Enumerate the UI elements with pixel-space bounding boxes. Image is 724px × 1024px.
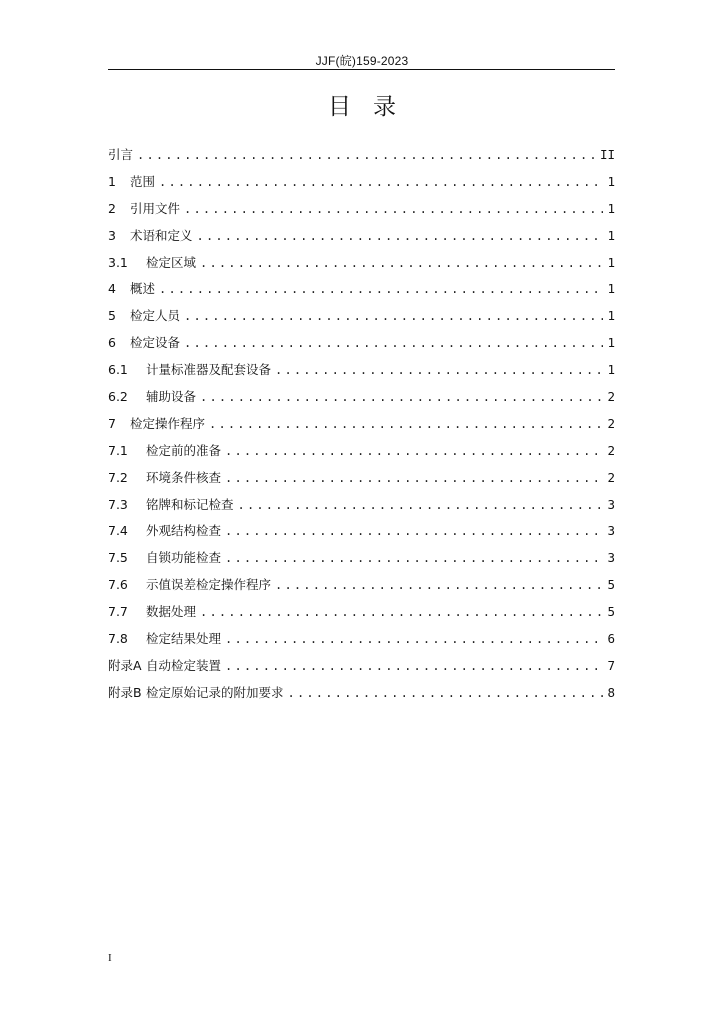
toc-dot-leader [225, 551, 603, 565]
toc-dot-leader [209, 417, 603, 431]
toc-entry-label: 引言 [108, 147, 134, 162]
toc-entry[interactable] [108, 575, 615, 602]
toc-entry-page: 1 [607, 227, 615, 243]
toc-entry[interactable] [108, 495, 615, 522]
toc-dot-leader [288, 686, 603, 700]
toc-entry-label: 概述 [130, 281, 156, 297]
toc-entry-page: 5 [607, 604, 615, 620]
toc-entry-label: 术语和定义 [130, 227, 193, 243]
toc-entry[interactable] [108, 333, 615, 360]
header-divider [108, 69, 615, 70]
toc-entry-label: 示值误差检定操作程序 [146, 577, 272, 593]
toc-entry[interactable] [108, 683, 615, 710]
toc-entry[interactable] [108, 199, 615, 226]
toc-entry-label: 自动检定装置 [146, 657, 222, 673]
toc-entry-page: 2 [607, 389, 615, 405]
toc-entry[interactable] [108, 306, 615, 333]
toc-entry-page: 1 [607, 308, 615, 324]
toc-entry-label: 检定前的准备 [146, 442, 222, 458]
toc-entry[interactable] [108, 172, 615, 199]
toc-entry-number: 6.1 [108, 362, 128, 378]
toc-entry-label: 自锁功能检查 [146, 550, 222, 566]
toc-entry-number: 7.8 [108, 631, 128, 647]
toc-dot-leader [184, 202, 603, 216]
toc-entry[interactable] [108, 468, 615, 495]
toc-entry-number: 3.1 [108, 254, 128, 270]
toc-entry-number: 2 [108, 200, 116, 216]
toc-entry-number: 附录B [108, 684, 142, 700]
toc-entry-page: 2 [607, 415, 615, 431]
toc-entry[interactable] [108, 279, 615, 306]
toc-dot-leader [159, 175, 603, 189]
toc-dot-leader [200, 605, 603, 619]
toc-dot-leader [184, 309, 603, 323]
toc-dot-leader [225, 444, 603, 458]
toc-dot-leader [225, 659, 603, 673]
toc-entry[interactable] [108, 414, 615, 441]
toc-dot-leader [225, 632, 603, 646]
toc-entry-page: 3 [607, 550, 615, 566]
toc-dot-leader [225, 471, 603, 485]
toc-entry-page: 1 [607, 362, 615, 378]
toc-dot-leader [238, 498, 603, 512]
toc-entry[interactable] [108, 629, 615, 656]
toc-entry-number: 6.2 [108, 389, 128, 405]
toc-entry-label: 环境条件核查 [146, 469, 222, 485]
toc-entry[interactable] [108, 521, 615, 548]
toc-entry-page: 1 [607, 173, 615, 189]
toc-entry-number: 7 [108, 415, 116, 431]
toc-entry-label: 计量标准器及配套设备 [146, 362, 272, 378]
page-title: 目录 [328, 94, 418, 120]
toc-entry-number: 3 [108, 227, 116, 243]
toc-entry-label: 检定原始记录的附加要求 [146, 684, 284, 700]
toc-entry[interactable] [108, 253, 615, 280]
toc-dot-leader [275, 578, 603, 592]
toc-entry-number: 7.7 [108, 604, 128, 620]
toc-dot-leader [200, 256, 603, 270]
toc-entry[interactable] [108, 145, 615, 172]
toc-dot-leader [275, 363, 603, 377]
toc-dot-leader [200, 390, 603, 404]
toc-entry[interactable] [108, 656, 615, 683]
toc-entry[interactable] [108, 548, 615, 575]
toc-entry-page: 3 [607, 496, 615, 512]
toc-entry-page: II [599, 147, 615, 162]
toc-entry-number: 1 [108, 173, 116, 189]
toc-entry-page: 5 [607, 577, 615, 593]
toc-entry-label: 检定人员 [130, 308, 181, 324]
toc-entry[interactable] [108, 441, 615, 468]
page-number-mark: I [108, 952, 112, 964]
toc-entry-number: 7.5 [108, 550, 128, 566]
toc-entry-number: 7.3 [108, 496, 128, 512]
toc-entry-label: 辅助设备 [146, 389, 197, 405]
toc-dot-leader [184, 336, 603, 350]
toc-entry-page: 1 [607, 335, 615, 351]
toc-entry-number: 4 [108, 281, 116, 297]
toc-entry-number: 6 [108, 335, 116, 351]
toc-entry-number: 7.2 [108, 469, 128, 485]
toc-entry-number: 7.4 [108, 523, 128, 539]
toc-entry[interactable] [108, 387, 615, 414]
toc-entry-page: 1 [607, 254, 615, 270]
toc-dot-leader [225, 524, 603, 538]
toc-entry-label: 检定设备 [130, 335, 181, 351]
toc-entry-number: 附录A [108, 657, 142, 673]
toc-entry-label: 外观结构检查 [146, 523, 222, 539]
toc-dot-leader [137, 148, 596, 162]
toc-entry-page: 6 [607, 631, 615, 647]
toc-entry[interactable] [108, 360, 615, 387]
toc-entry-label: 检定结果处理 [146, 631, 222, 647]
toc-entry-page: 8 [607, 684, 615, 700]
toc-entry-label: 数据处理 [146, 604, 197, 620]
toc-entry-label: 范围 [130, 173, 156, 189]
table-of-contents [108, 145, 615, 710]
toc-entry-page: 2 [607, 469, 615, 485]
toc-entry-page: 7 [607, 657, 615, 673]
toc-entry-page: 3 [607, 523, 615, 539]
toc-dot-leader [159, 282, 603, 296]
toc-entry-label: 引用文件 [130, 200, 181, 216]
toc-dot-leader [197, 229, 603, 243]
toc-entry-number: 7.6 [108, 577, 128, 593]
toc-entry-page: 1 [607, 281, 615, 297]
document-header-code: JJF(皖)159-2023 [315, 54, 409, 68]
toc-entry-label: 检定操作程序 [130, 415, 206, 431]
toc-entry[interactable] [108, 226, 615, 253]
toc-entry-label: 检定区域 [146, 254, 197, 270]
toc-entry-label: 铭牌和标记检查 [146, 496, 234, 512]
toc-entry[interactable] [108, 602, 615, 629]
toc-entry-number: 7.1 [108, 442, 128, 458]
toc-entry-page: 1 [607, 200, 615, 216]
toc-entry-number: 5 [108, 308, 116, 324]
toc-entry-page: 2 [607, 442, 615, 458]
